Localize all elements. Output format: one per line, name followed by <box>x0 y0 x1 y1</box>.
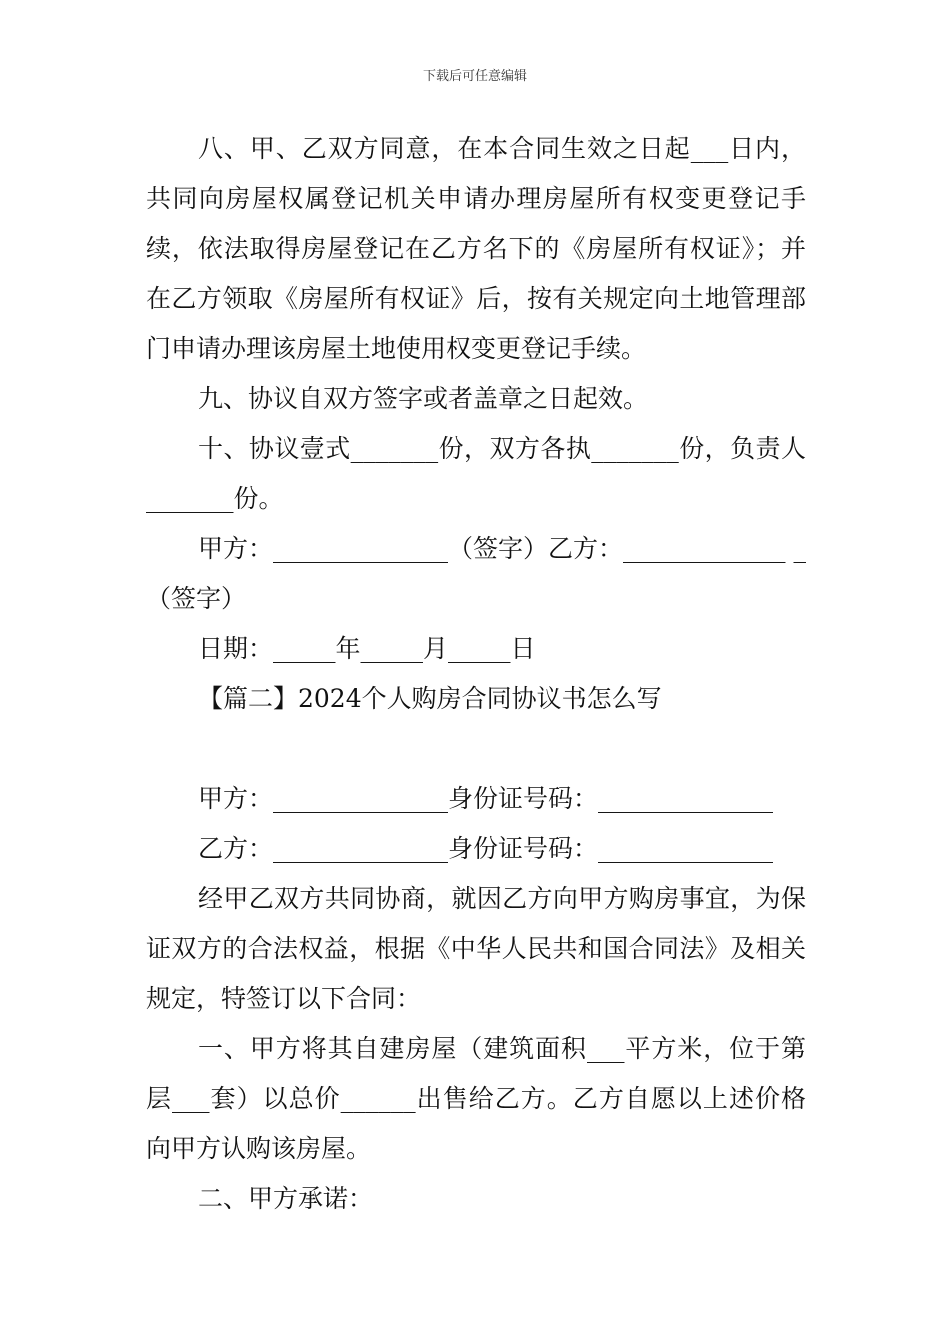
date-line: 日期：_____年_____月_____日 <box>198 634 536 663</box>
clause-nine: 九、协议自双方签字或者盖章之日起效。 <box>198 384 649 413</box>
clause-ten: 十、协议壹式_______份，双方各执_______份，负责人_______份。 <box>146 434 806 513</box>
signature-line: 甲方：______________（签字）乙方：_____________ _（签字） <box>146 534 806 613</box>
document-body <box>146 124 806 1224</box>
blank-line <box>146 724 806 774</box>
item-one: 一、甲方将其自建房屋（建筑面积___平方米，位于第层___套）以总价______出售给乙方。乙方自愿以上述价格向甲方认购该房屋。 <box>146 1034 806 1163</box>
item-two: 二、甲方承诺： <box>198 1184 374 1213</box>
party-a-line: 甲方：______________身份证号码：______________ <box>198 784 774 813</box>
section-two-title: 【篇二】2024个人购房合同协议书怎么写 <box>198 684 662 713</box>
clause-eight: 八、甲、乙双方同意，在本合同生效之日起___日内，共同向房屋权属登记机关申请办理房屋所有权变更登记手续，依法取得房屋登记在乙方名下的《房屋所有权证》；并在乙方领取《房屋所有权证》后，按有关规定向土地管理部门申请办理该房屋土地使用权变更登记手续。 <box>146 134 806 363</box>
page-header: 下载后可任意编辑 <box>422 69 527 84</box>
contract-intro: 经甲乙双方共同协商，就因乙方向甲方购房事宜，为保证双方的合法权益，根据《中华人民共和国合同法》及相关规定，特签订以下合同： <box>146 884 806 1013</box>
party-b-line: 乙方：______________身份证号码：______________ <box>198 834 774 863</box>
